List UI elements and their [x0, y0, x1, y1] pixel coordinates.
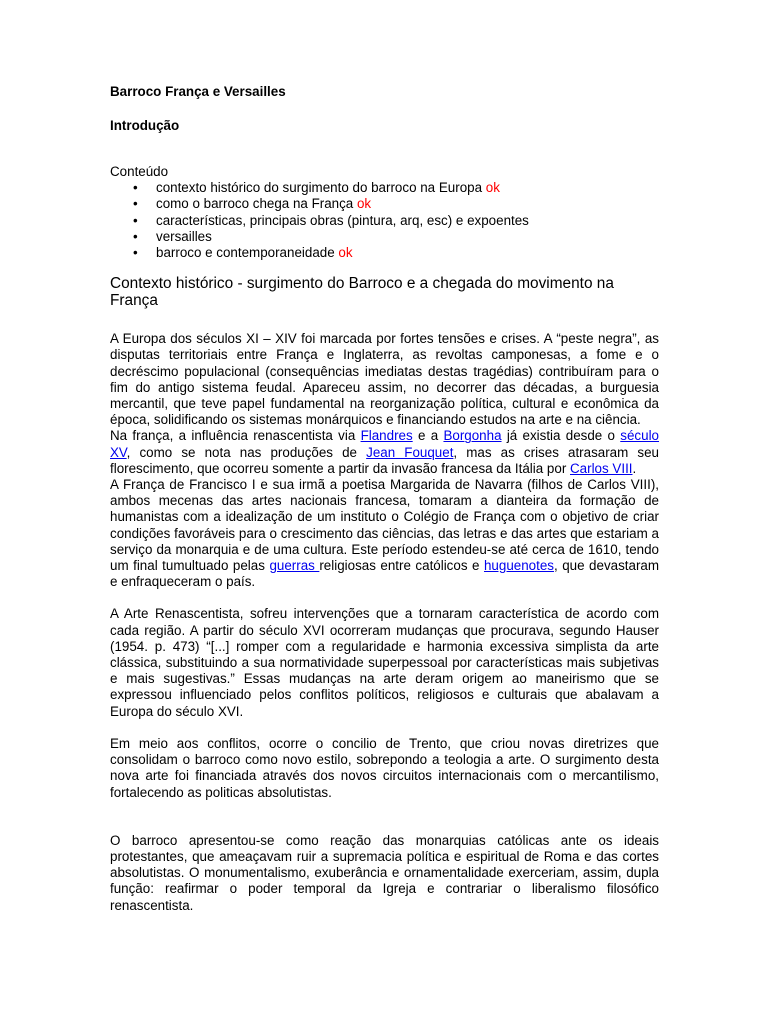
paragraph-arte-renascentista: A Arte Renascentista, sofreu intervenções que a tornaram característica de acordo com cada região. A partir do século XVI ocorreram mudanças que procurava, segundo Hauser (1954. p. 473) “[...] romper com a regularidade e harmonia excessiva simplista da arte clássica, substituindo a sua normatividade superpessoal por características mais subjetivas e mais sugestivas.” Essas mudanças na arte deram origem ao maneirismo que se expressou influenciado pelos conflitos políticos, religiosos e culturais que abalavam a Europa do século XVI.	[110, 606, 659, 719]
paragraph-concilio-trento: Em meio aos conflitos, ocorre o concilio de Trento, que criou novas diretrizes que consolidam o barroco como novo estilo, sobrepondo a teologia a arte. O surgimento desta nova arte foi financiada através dos novos circuitos internacionais com o mercantilismo, fortalecendo as politicas absolutistas.	[110, 735, 659, 800]
list-item	[110, 229, 659, 245]
link-jean-fouquet[interactable]: Jean Fouquet	[366, 444, 454, 460]
link-seculo-xv[interactable]: século XV	[110, 428, 659, 460]
link-carlos-viii[interactable]: Carlos VIII	[570, 460, 633, 476]
document-body	[110, 84, 659, 914]
paragraph-text: já existia desde o	[501, 428, 621, 444]
ok-mark: ok	[338, 245, 353, 261]
topics-list	[110, 180, 659, 261]
bullet-icon: •	[133, 228, 138, 244]
paragraph-europe-crises: A Europa dos séculos XI – XIV foi marcada por fortes tensões e crises. A “peste negra”, as disputas territoriais entre França e Inglaterra, as revoltas camponesas, a fome e o decréscimo populacional (consequências imediatas destas tragédias) contribuíram para o fim do antigo sistema feudal. Apareceu assim, no decorrer das décadas, a burguesia mercantil, que teve papel fundamental na reorganização política, cultural e econômica da época, solidificando os sistemas monárquicos e financiando estudos na arte e na ciência.	[110, 331, 659, 428]
paragraph-text: A França de Francisco I e sua irmã a poetisa Margarida de Navarra (filhos de Carlos VIII), ambos mecenas das artes nacionais francesa, tomaram a dianteira da formação de humanistas com a idealização de um instituto o Colégio de França com o objetivo de criar condições favoráveis para o crescimento das ciências, das letras e das artes que estariam a serviço da monarquia e de uma cultura. Este período estendeu-se até cerca de 1610, tendo um final tumultuado pelas	[110, 477, 659, 574]
link-borgonha[interactable]: Borgonha	[443, 428, 502, 444]
topic-text: como o barroco chega na França	[156, 196, 357, 212]
list-item	[110, 245, 659, 261]
paragraph-francisco-i	[110, 477, 659, 590]
contents-label: Conteúdo	[110, 164, 169, 179]
paragraph-text: Na frança, a influência renascentista via	[110, 428, 361, 444]
ok-mark: ok	[356, 196, 372, 212]
paragraph-barroco-reacao: O barroco apresentou-se como reação das monarquias católicas ante os ideais protestantes, que ameaçavam ruir a supremacia política e espiritual de Roma e das cortes absolutistas. O monumentalismo, exuberância e ornamentalidade exerceriam, assim, dupla função: reafirmar o poder temporal da Igreja e contrariar o liberalismo filosófico renascentista.	[110, 832, 659, 913]
paragraph-text: , como se nota nas produções de	[126, 444, 367, 460]
bullet-icon: •	[133, 180, 138, 196]
paragraph-text: religiosas entre católicos e	[319, 558, 484, 574]
paragraph-france-influence	[110, 428, 659, 477]
intro-heading: Introdução	[110, 118, 180, 133]
topic-text: barroco e contemporaneidade	[156, 245, 339, 261]
list-item	[110, 180, 659, 196]
list-item	[110, 213, 659, 229]
paragraph-text: e a	[412, 428, 444, 444]
topic-text: características, principais obras (pintura, arq, esc) e expoentes	[156, 212, 529, 228]
bullet-icon: •	[133, 212, 138, 228]
paragraph-text: , que devastaram e enfraqueceram o país.	[110, 558, 660, 590]
topic-text: versailles	[156, 228, 212, 244]
link-huguenotes[interactable]: huguenotes	[483, 558, 554, 574]
bullet-icon: •	[133, 196, 138, 212]
bullet-icon: •	[133, 245, 138, 261]
paragraph-text: .	[632, 460, 637, 476]
document-title: Barroco França e Versailles	[110, 84, 286, 99]
section-heading: Contexto histórico - surgimento do Barroco e a chegada do movimento na França	[110, 275, 614, 310]
link-guerras[interactable]: guerras	[269, 558, 320, 574]
link-flandres[interactable]: Flandres	[360, 428, 413, 444]
ok-mark: ok	[485, 180, 500, 196]
paragraph-text: , mas as crises atrasaram seu florescimento, que ocorreu somente a partir da invasão francesa da Itália por	[110, 444, 659, 476]
list-item	[110, 196, 659, 212]
topic-text: contexto histórico do surgimento do barroco na Europa	[156, 180, 486, 196]
